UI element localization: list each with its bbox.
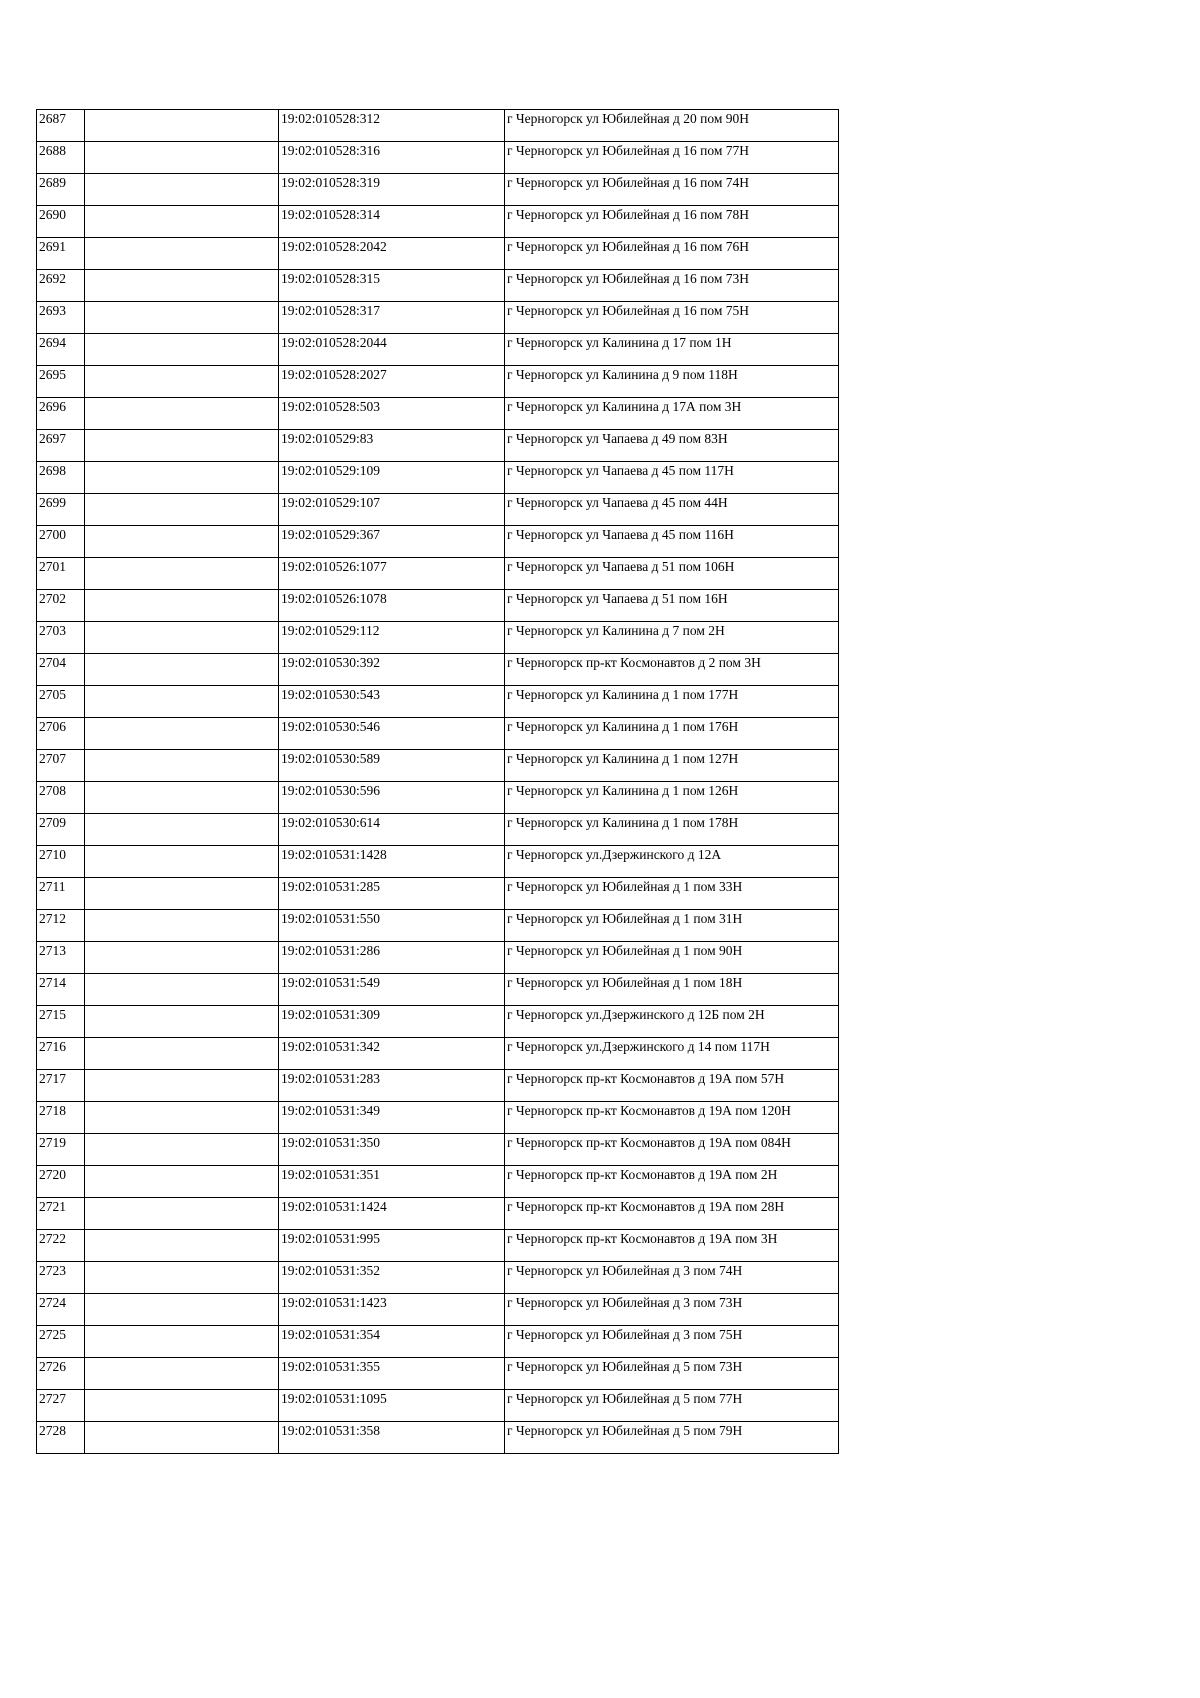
table-row	[37, 334, 839, 366]
object-name-cell	[85, 366, 279, 398]
object-name-cell	[85, 1102, 279, 1134]
address-cell: г Черногорск ул Калинина д 1 пом 127Н	[505, 750, 839, 782]
address-cell: г Черногорск пр-кт Космонавтов д 19А пом 2Н	[505, 1166, 839, 1198]
table-row	[37, 782, 839, 814]
address-cell: г Черногорск ул Юбилейная д 3 пом 73Н	[505, 1294, 839, 1326]
cadastral-number-cell: 19:02:010526:1077	[279, 558, 505, 590]
registry-table-body	[37, 110, 839, 1454]
table-row	[37, 814, 839, 846]
table-row	[37, 590, 839, 622]
row-number-cell: 2705	[37, 686, 85, 718]
address-cell: г Черногорск пр-кт Космонавтов д 19А пом 3Н	[505, 1230, 839, 1262]
table-row	[37, 622, 839, 654]
address-cell: г Черногорск ул Чапаева д 49 пом 83Н	[505, 430, 839, 462]
address-cell: г Черногорск пр-кт Космонавтов д 19А пом 120Н	[505, 1102, 839, 1134]
object-name-cell	[85, 750, 279, 782]
cadastral-number-cell: 19:02:010531:286	[279, 942, 505, 974]
row-number-cell: 2696	[37, 398, 85, 430]
row-number-cell: 2687	[37, 110, 85, 142]
cadastral-number-cell: 19:02:010528:503	[279, 398, 505, 430]
cadastral-number-cell: 19:02:010528:315	[279, 270, 505, 302]
object-name-cell	[85, 1262, 279, 1294]
table-row	[37, 1070, 839, 1102]
row-number-cell: 2698	[37, 462, 85, 494]
table-row	[37, 654, 839, 686]
object-name-cell	[85, 1390, 279, 1422]
object-name-cell	[85, 1006, 279, 1038]
address-cell: г Черногорск ул Калинина д 7 пом 2Н	[505, 622, 839, 654]
table-row	[37, 1262, 839, 1294]
table-row	[37, 1358, 839, 1390]
cadastral-number-cell: 19:02:010531:352	[279, 1262, 505, 1294]
address-cell: г Черногорск ул Калинина д 1 пом 178Н	[505, 814, 839, 846]
table-row	[37, 846, 839, 878]
row-number-cell: 2701	[37, 558, 85, 590]
cadastral-number-cell: 19:02:010531:1423	[279, 1294, 505, 1326]
address-cell: г Черногорск пр-кт Космонавтов д 2 пом 3Н	[505, 654, 839, 686]
address-cell: г Черногорск ул Юбилейная д 16 пом 77Н	[505, 142, 839, 174]
cadastral-number-cell: 19:02:010528:314	[279, 206, 505, 238]
row-number-cell: 2690	[37, 206, 85, 238]
table-row	[37, 1422, 839, 1454]
address-cell: г Черногорск ул Юбилейная д 5 пом 77Н	[505, 1390, 839, 1422]
row-number-cell: 2700	[37, 526, 85, 558]
table-row	[37, 238, 839, 270]
row-number-cell: 2691	[37, 238, 85, 270]
cadastral-number-cell: 19:02:010526:1078	[279, 590, 505, 622]
row-number-cell: 2695	[37, 366, 85, 398]
row-number-cell: 2689	[37, 174, 85, 206]
object-name-cell	[85, 302, 279, 334]
cadastral-number-cell: 19:02:010531:285	[279, 878, 505, 910]
address-cell: г Черногорск ул Чапаева д 45 пом 117Н	[505, 462, 839, 494]
table-row	[37, 302, 839, 334]
cadastral-number-cell: 19:02:010530:596	[279, 782, 505, 814]
cadastral-number-cell: 19:02:010531:355	[279, 1358, 505, 1390]
object-name-cell	[85, 1422, 279, 1454]
object-name-cell	[85, 1326, 279, 1358]
object-name-cell	[85, 1038, 279, 1070]
object-name-cell	[85, 494, 279, 526]
object-name-cell	[85, 686, 279, 718]
row-number-cell: 2704	[37, 654, 85, 686]
cadastral-number-cell: 19:02:010528:319	[279, 174, 505, 206]
table-row	[37, 1166, 839, 1198]
object-name-cell	[85, 430, 279, 462]
row-number-cell: 2721	[37, 1198, 85, 1230]
table-row	[37, 1102, 839, 1134]
address-cell: г Черногорск ул Чапаева д 45 пом 116Н	[505, 526, 839, 558]
address-cell: г Черногорск пр-кт Космонавтов д 19А пом 57Н	[505, 1070, 839, 1102]
address-cell: г Черногорск ул.Дзержинского д 12Б пом 2Н	[505, 1006, 839, 1038]
cadastral-number-cell: 19:02:010531:283	[279, 1070, 505, 1102]
object-name-cell	[85, 1294, 279, 1326]
address-cell: г Черногорск пр-кт Космонавтов д 19А пом 084Н	[505, 1134, 839, 1166]
row-number-cell: 2723	[37, 1262, 85, 1294]
table-row	[37, 1006, 839, 1038]
object-name-cell	[85, 590, 279, 622]
table-row	[37, 878, 839, 910]
table-row	[37, 1326, 839, 1358]
object-name-cell	[85, 174, 279, 206]
cadastral-number-cell: 19:02:010531:349	[279, 1102, 505, 1134]
cadastral-number-cell: 19:02:010529:107	[279, 494, 505, 526]
table-row	[37, 1038, 839, 1070]
object-name-cell	[85, 1134, 279, 1166]
table-row	[37, 1134, 839, 1166]
object-name-cell	[85, 782, 279, 814]
address-cell: г Черногорск ул Юбилейная д 1 пом 90Н	[505, 942, 839, 974]
object-name-cell	[85, 206, 279, 238]
object-name-cell	[85, 526, 279, 558]
address-cell: г Черногорск ул Калинина д 17 пом 1Н	[505, 334, 839, 366]
row-number-cell: 2727	[37, 1390, 85, 1422]
address-cell: г Черногорск ул Калинина д 9 пом 118Н	[505, 366, 839, 398]
cadastral-number-cell: 19:02:010531:342	[279, 1038, 505, 1070]
cadastral-number-cell: 19:02:010530:589	[279, 750, 505, 782]
cadastral-number-cell: 19:02:010530:614	[279, 814, 505, 846]
address-cell: г Черногорск ул Юбилейная д 16 пом 73Н	[505, 270, 839, 302]
object-name-cell	[85, 974, 279, 1006]
address-cell: г Черногорск ул Юбилейная д 5 пом 79Н	[505, 1422, 839, 1454]
address-cell: г Черногорск ул Калинина д 1 пом 176Н	[505, 718, 839, 750]
row-number-cell: 2714	[37, 974, 85, 1006]
cadastral-number-cell: 19:02:010531:350	[279, 1134, 505, 1166]
cadastral-number-cell: 19:02:010530:543	[279, 686, 505, 718]
address-cell: г Черногорск ул Калинина д 1 пом 126Н	[505, 782, 839, 814]
address-cell: г Черногорск ул Юбилейная д 3 пом 74Н	[505, 1262, 839, 1294]
row-number-cell: 2726	[37, 1358, 85, 1390]
cadastral-number-cell: 19:02:010529:112	[279, 622, 505, 654]
address-cell: г Черногорск ул Юбилейная д 1 пом 33Н	[505, 878, 839, 910]
row-number-cell: 2728	[37, 1422, 85, 1454]
cadastral-number-cell: 19:02:010531:1428	[279, 846, 505, 878]
table-row	[37, 942, 839, 974]
table-row	[37, 494, 839, 526]
registry-table	[36, 109, 839, 1454]
row-number-cell: 2711	[37, 878, 85, 910]
object-name-cell	[85, 110, 279, 142]
address-cell: г Черногорск ул Калинина д 17А пом 3Н	[505, 398, 839, 430]
row-number-cell: 2719	[37, 1134, 85, 1166]
row-number-cell: 2703	[37, 622, 85, 654]
row-number-cell: 2712	[37, 910, 85, 942]
address-cell: г Черногорск ул Юбилейная д 16 пом 75Н	[505, 302, 839, 334]
cadastral-number-cell: 19:02:010531:995	[279, 1230, 505, 1262]
table-row	[37, 910, 839, 942]
address-cell: г Черногорск ул.Дзержинского д 12А	[505, 846, 839, 878]
object-name-cell	[85, 142, 279, 174]
cadastral-number-cell: 19:02:010529:367	[279, 526, 505, 558]
cadastral-number-cell: 19:02:010531:354	[279, 1326, 505, 1358]
row-number-cell: 2713	[37, 942, 85, 974]
cadastral-number-cell: 19:02:010530:546	[279, 718, 505, 750]
cadastral-number-cell: 19:02:010531:1424	[279, 1198, 505, 1230]
object-name-cell	[85, 654, 279, 686]
object-name-cell	[85, 1198, 279, 1230]
object-name-cell	[85, 910, 279, 942]
address-cell: г Черногорск ул Юбилейная д 16 пом 74Н	[505, 174, 839, 206]
address-cell: г Черногорск ул Калинина д 1 пом 177Н	[505, 686, 839, 718]
address-cell: г Черногорск ул Юбилейная д 20 пом 90Н	[505, 110, 839, 142]
address-cell: г Черногорск ул Чапаева д 51 пом 106Н	[505, 558, 839, 590]
table-row	[37, 1294, 839, 1326]
object-name-cell	[85, 718, 279, 750]
cadastral-number-cell: 19:02:010529:83	[279, 430, 505, 462]
row-number-cell: 2692	[37, 270, 85, 302]
cadastral-number-cell: 19:02:010531:1095	[279, 1390, 505, 1422]
row-number-cell: 2709	[37, 814, 85, 846]
row-number-cell: 2708	[37, 782, 85, 814]
address-cell: г Черногорск ул Юбилейная д 1 пом 31Н	[505, 910, 839, 942]
object-name-cell	[85, 942, 279, 974]
address-cell: г Черногорск ул Юбилейная д 5 пом 73Н	[505, 1358, 839, 1390]
cadastral-number-cell: 19:02:010531:550	[279, 910, 505, 942]
object-name-cell	[85, 398, 279, 430]
row-number-cell: 2697	[37, 430, 85, 462]
cadastral-number-cell: 19:02:010528:2044	[279, 334, 505, 366]
address-cell: г Черногорск пр-кт Космонавтов д 19А пом 28Н	[505, 1198, 839, 1230]
row-number-cell: 2694	[37, 334, 85, 366]
row-number-cell: 2722	[37, 1230, 85, 1262]
table-row	[37, 142, 839, 174]
table-row	[37, 718, 839, 750]
row-number-cell: 2716	[37, 1038, 85, 1070]
table-row	[37, 526, 839, 558]
row-number-cell: 2699	[37, 494, 85, 526]
row-number-cell: 2720	[37, 1166, 85, 1198]
object-name-cell	[85, 846, 279, 878]
object-name-cell	[85, 558, 279, 590]
row-number-cell: 2707	[37, 750, 85, 782]
table-row	[37, 206, 839, 238]
object-name-cell	[85, 1166, 279, 1198]
cadastral-number-cell: 19:02:010528:317	[279, 302, 505, 334]
row-number-cell: 2725	[37, 1326, 85, 1358]
cadastral-number-cell: 19:02:010528:2042	[279, 238, 505, 270]
table-row	[37, 430, 839, 462]
address-cell: г Черногорск ул.Дзержинского д 14 пом 117Н	[505, 1038, 839, 1070]
table-row	[37, 398, 839, 430]
row-number-cell: 2715	[37, 1006, 85, 1038]
row-number-cell: 2693	[37, 302, 85, 334]
cadastral-number-cell: 19:02:010531:358	[279, 1422, 505, 1454]
row-number-cell: 2724	[37, 1294, 85, 1326]
object-name-cell	[85, 814, 279, 846]
cadastral-number-cell: 19:02:010531:309	[279, 1006, 505, 1038]
table-row	[37, 270, 839, 302]
table-row	[37, 366, 839, 398]
cadastral-number-cell: 19:02:010531:351	[279, 1166, 505, 1198]
row-number-cell: 2706	[37, 718, 85, 750]
address-cell: г Черногорск ул Юбилейная д 16 пом 76Н	[505, 238, 839, 270]
address-cell: г Черногорск ул Юбилейная д 1 пом 18Н	[505, 974, 839, 1006]
object-name-cell	[85, 238, 279, 270]
object-name-cell	[85, 1230, 279, 1262]
table-row	[37, 1230, 839, 1262]
object-name-cell	[85, 622, 279, 654]
object-name-cell	[85, 270, 279, 302]
cadastral-number-cell: 19:02:010528:312	[279, 110, 505, 142]
cadastral-number-cell: 19:02:010528:316	[279, 142, 505, 174]
cadastral-number-cell: 19:02:010529:109	[279, 462, 505, 494]
table-row	[37, 558, 839, 590]
table-row	[37, 1390, 839, 1422]
table-row	[37, 462, 839, 494]
row-number-cell: 2710	[37, 846, 85, 878]
address-cell: г Черногорск ул Юбилейная д 16 пом 78Н	[505, 206, 839, 238]
cadastral-number-cell: 19:02:010528:2027	[279, 366, 505, 398]
address-cell: г Черногорск ул Юбилейная д 3 пом 75Н	[505, 1326, 839, 1358]
object-name-cell	[85, 334, 279, 366]
object-name-cell	[85, 1358, 279, 1390]
table-row	[37, 750, 839, 782]
table-row	[37, 686, 839, 718]
object-name-cell	[85, 462, 279, 494]
row-number-cell: 2688	[37, 142, 85, 174]
row-number-cell: 2718	[37, 1102, 85, 1134]
table-row	[37, 974, 839, 1006]
table-row	[37, 110, 839, 142]
table-row	[37, 1198, 839, 1230]
address-cell: г Черногорск ул Чапаева д 45 пом 44Н	[505, 494, 839, 526]
row-number-cell: 2717	[37, 1070, 85, 1102]
address-cell: г Черногорск ул Чапаева д 51 пом 16Н	[505, 590, 839, 622]
object-name-cell	[85, 1070, 279, 1102]
row-number-cell: 2702	[37, 590, 85, 622]
cadastral-number-cell: 19:02:010530:392	[279, 654, 505, 686]
table-row	[37, 174, 839, 206]
object-name-cell	[85, 878, 279, 910]
cadastral-number-cell: 19:02:010531:549	[279, 974, 505, 1006]
